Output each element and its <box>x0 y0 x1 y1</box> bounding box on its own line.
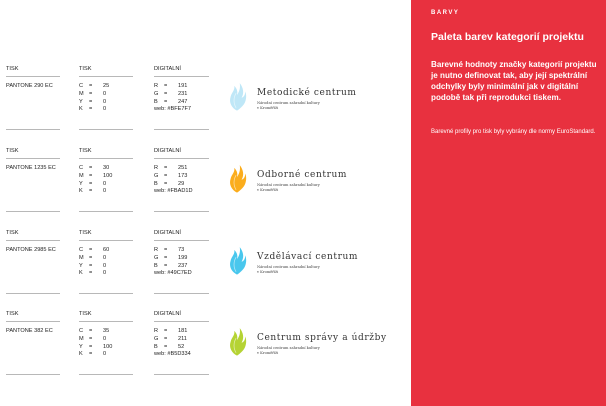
rgb-line: B = 237 <box>154 262 188 269</box>
web-hex: web: #49C7ED <box>154 270 192 277</box>
divider <box>154 211 209 212</box>
category-subtitle: Národní centrum zahradní kultury v Kroměříži <box>257 101 320 110</box>
divider <box>6 293 60 294</box>
color-row <box>0 66 411 136</box>
pantone-code: PANTONE 290 EC <box>6 83 53 89</box>
divider <box>79 240 133 241</box>
cmyk-values <box>79 165 112 196</box>
color-row <box>0 311 411 381</box>
pantone-header: TISK <box>6 66 19 72</box>
panel-title: Paleta barev kategorií projektu <box>431 31 584 43</box>
cmyk-values <box>79 83 109 114</box>
cmyk-header: TISK <box>79 66 92 72</box>
rgb-line: R = 251 <box>154 165 188 171</box>
cmyk-line: Y = 0 <box>79 262 107 269</box>
divider <box>154 76 209 77</box>
rgb-line: R = 181 <box>154 328 188 334</box>
section-label: BARVY <box>431 10 460 16</box>
web-hex: web: #B5D334 <box>154 351 191 358</box>
divider <box>6 374 60 375</box>
category-subtitle: Národní centrum zahradní kultury v Kroměříži <box>257 346 320 355</box>
web-hex: web: #BFE7F7 <box>154 106 191 113</box>
flame-icon <box>226 76 248 114</box>
cmyk-line: M = 0 <box>79 254 107 261</box>
category-logo <box>226 321 406 363</box>
cmyk-line: M = 0 <box>79 90 107 97</box>
cmyk-line: K = 0 <box>79 270 107 277</box>
category-name: Vzdělávací centrum <box>257 252 359 262</box>
color-row <box>0 230 411 300</box>
divider <box>79 374 133 375</box>
rgb-values <box>154 165 193 196</box>
rgb-values <box>154 247 192 278</box>
rgb-line: B = 29 <box>154 180 185 187</box>
divider <box>154 293 209 294</box>
divider <box>6 129 60 130</box>
divider <box>6 321 60 322</box>
category-logo <box>226 158 406 200</box>
cmyk-line: C = 25 <box>79 83 110 89</box>
divider <box>154 321 209 322</box>
rgb-line: G = 231 <box>154 90 188 97</box>
web-hex: web: #FBAD1D <box>154 188 193 195</box>
cmyk-line: Y = 0 <box>79 180 107 187</box>
cmyk-header: TISK <box>79 148 92 154</box>
cmyk-line: C = 30 <box>79 165 110 171</box>
rgb-header: DIGITALNÍ <box>154 230 181 236</box>
cmyk-header: TISK <box>79 230 92 236</box>
divider <box>154 240 209 241</box>
cmyk-header: TISK <box>79 311 92 317</box>
cmyk-line: M = 0 <box>79 335 107 342</box>
pantone-header: TISK <box>6 230 19 236</box>
pantone-code: PANTONE 382 EC <box>6 328 53 334</box>
cmyk-line: Y = 0 <box>79 98 107 105</box>
category-logo <box>226 76 406 118</box>
cmyk-line: C = 35 <box>79 328 110 334</box>
panel-text: Barevné hodnoty značky kategorií projektu je nutno definovat tak, aby její spektrální odchylky byly minimální jak v digitální podobě tak při reprodukci tiskem. <box>431 60 597 102</box>
divider <box>6 240 60 241</box>
divider <box>154 129 209 130</box>
pantone-code: PANTONE 1235 EC <box>6 165 56 171</box>
rgb-line: R = 73 <box>154 247 185 253</box>
rgb-line: B = 247 <box>154 98 188 105</box>
flame-icon <box>226 158 248 196</box>
divider <box>79 321 133 322</box>
rgb-line: G = 173 <box>154 172 188 179</box>
description-panel <box>411 0 606 406</box>
pantone-header: TISK <box>6 311 19 317</box>
rgb-header: DIGITALNÍ <box>154 148 181 154</box>
divider <box>79 293 133 294</box>
rgb-header: DIGITALNÍ <box>154 311 181 317</box>
cmyk-line: K = 0 <box>79 351 107 358</box>
cmyk-values <box>79 328 112 359</box>
cmyk-line: Y = 100 <box>79 343 113 350</box>
divider <box>79 76 133 77</box>
color-row <box>0 148 411 218</box>
pantone-code: PANTONE 2985 EC <box>6 247 56 253</box>
category-subtitle: Národní centrum zahradní kultury v Kroměříži <box>257 183 320 192</box>
panel-note: Barevné profily pro tisk byly vybrány dle normy EuroStandard. <box>431 129 596 135</box>
rgb-header: DIGITALNÍ <box>154 66 181 72</box>
flame-icon <box>226 321 248 359</box>
divider <box>6 211 60 212</box>
category-logo <box>226 240 406 282</box>
cmyk-line: C = 60 <box>79 247 110 253</box>
category-name: Metodické centrum <box>257 88 357 98</box>
divider <box>6 158 60 159</box>
pantone-header: TISK <box>6 148 19 154</box>
cmyk-values <box>79 247 109 278</box>
divider <box>79 129 133 130</box>
category-name: Centrum správy a údržby <box>257 333 387 343</box>
rgb-line: B = 52 <box>154 343 185 350</box>
cmyk-line: M = 100 <box>79 172 113 179</box>
rgb-values <box>154 328 191 359</box>
divider <box>79 211 133 212</box>
rgb-values <box>154 83 191 114</box>
cmyk-line: K = 0 <box>79 188 107 195</box>
rgb-line: G = 211 <box>154 335 187 342</box>
category-name: Odborné centrum <box>257 170 348 180</box>
rgb-line: R = 191 <box>154 83 188 89</box>
category-subtitle: Národní centrum zahradní kultury v Kroměříži <box>257 265 320 274</box>
divider <box>154 374 209 375</box>
rgb-line: G = 199 <box>154 254 188 261</box>
divider <box>6 76 60 77</box>
flame-icon <box>226 240 248 278</box>
divider <box>154 158 209 159</box>
divider <box>79 158 133 159</box>
cmyk-line: K = 0 <box>79 106 107 113</box>
